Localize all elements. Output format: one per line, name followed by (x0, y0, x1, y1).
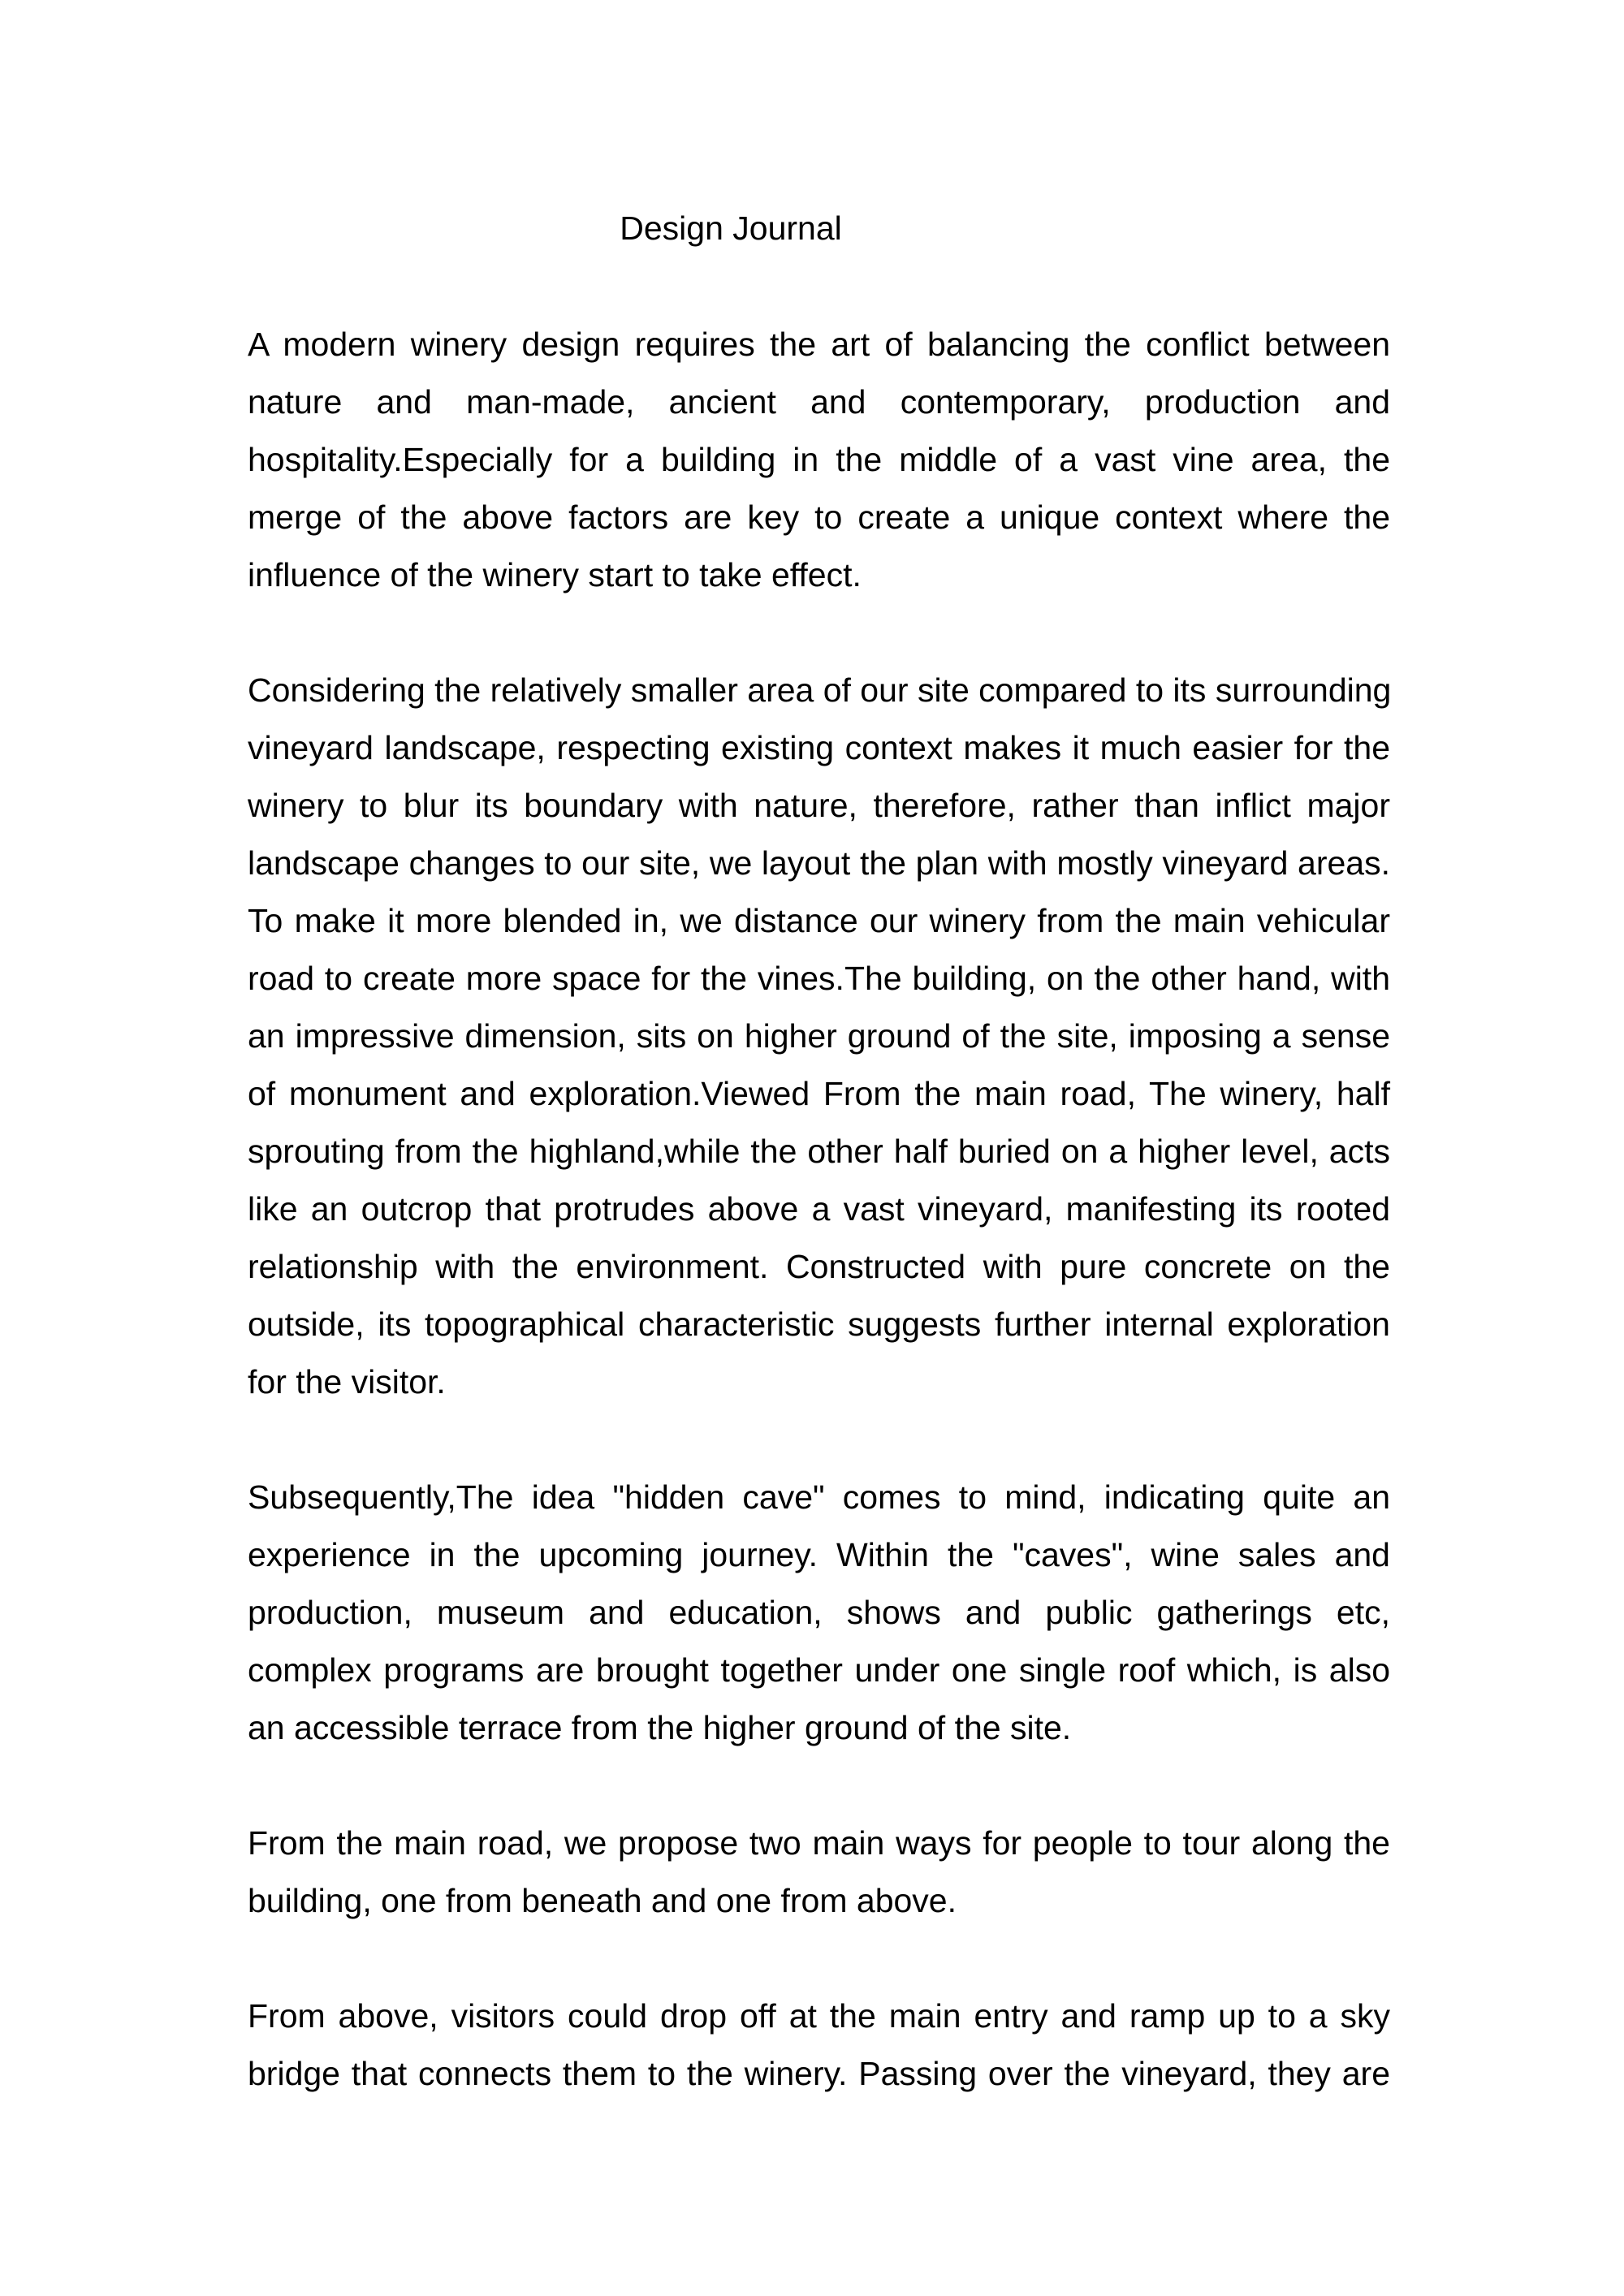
text-line: landscape changes to our site, we layout the plan with mostly vineyard areas. (248, 844, 1390, 882)
text-line: production, museum and education, shows and public gatherings etc, (248, 1594, 1390, 1631)
text-line: From the main road, we propose two main ways for people to tour along the (248, 1824, 1390, 1862)
text-line: From above, visitors could drop off at the main entry and ramp up to a sky (248, 1997, 1390, 2035)
text-line: experience in the upcoming journey. Within the "caves", wine sales and (248, 1536, 1390, 1573)
text-line: of monument and exploration.Viewed From the main road, The winery, half (248, 1075, 1390, 1112)
text-line: like an outcrop that protrudes above a vast vineyard, manifesting its rooted (248, 1190, 1390, 1228)
text-line: an accessible terrace from the higher ground of the site. (248, 1709, 1072, 1746)
text-line: outside, its topographical characteristic suggests further internal exploration (248, 1306, 1390, 1343)
page-title: Design Journal (620, 209, 842, 247)
text-line: A modern winery design requires the art of balancing the conflict between (248, 326, 1390, 363)
text-line: Considering the relatively smaller area of our site compared to its surrounding (248, 671, 1392, 709)
text-line: bridge that connects them to the winery. Passing over the vineyard, they are (248, 2055, 1390, 2092)
text-line: relationship with the environment. Constructed with pure concrete on the (248, 1248, 1390, 1285)
paragraph-2 (248, 662, 1390, 1411)
paragraph-3 (248, 1469, 1390, 1757)
text-line: complex programs are brought together under one single roof which, is also (248, 1651, 1390, 1689)
text-line: sprouting from the highland,while the other half buried on a higher level, acts (248, 1133, 1390, 1170)
paragraph-4 (248, 1815, 1390, 1930)
text-line: for the visitor. (248, 1363, 446, 1400)
text-line: To make it more blended in, we distance our winery from the main vehicular (248, 902, 1390, 939)
text-line: winery to blur its boundary with nature, therefore, rather than inflict major (248, 787, 1390, 824)
text-line: road to create more space for the vines.The building, on the other hand, with (248, 960, 1390, 997)
text-line: merge of the above factors are key to create a unique context where the (248, 498, 1390, 536)
paragraph-1 (248, 316, 1390, 604)
text-line: vineyard landscape, respecting existing context makes it much easier for the (248, 729, 1390, 766)
text-line: nature and man-made, ancient and contemporary, production and (248, 383, 1390, 421)
text-line: hospitality.Especially for a building in the middle of a vast vine area, the (248, 441, 1390, 478)
text-line: influence of the winery start to take effect. (248, 556, 862, 593)
paragraph-5 (248, 1987, 1390, 2103)
text-line: Subsequently,The idea "hidden cave" comes to mind, indicating quite an (248, 1478, 1390, 1516)
body-text (248, 316, 1390, 2160)
text-line: building, one from beneath and one from above. (248, 1882, 957, 1919)
text-line: an impressive dimension, sits on higher ground of the site, imposing a sense (248, 1017, 1390, 1055)
